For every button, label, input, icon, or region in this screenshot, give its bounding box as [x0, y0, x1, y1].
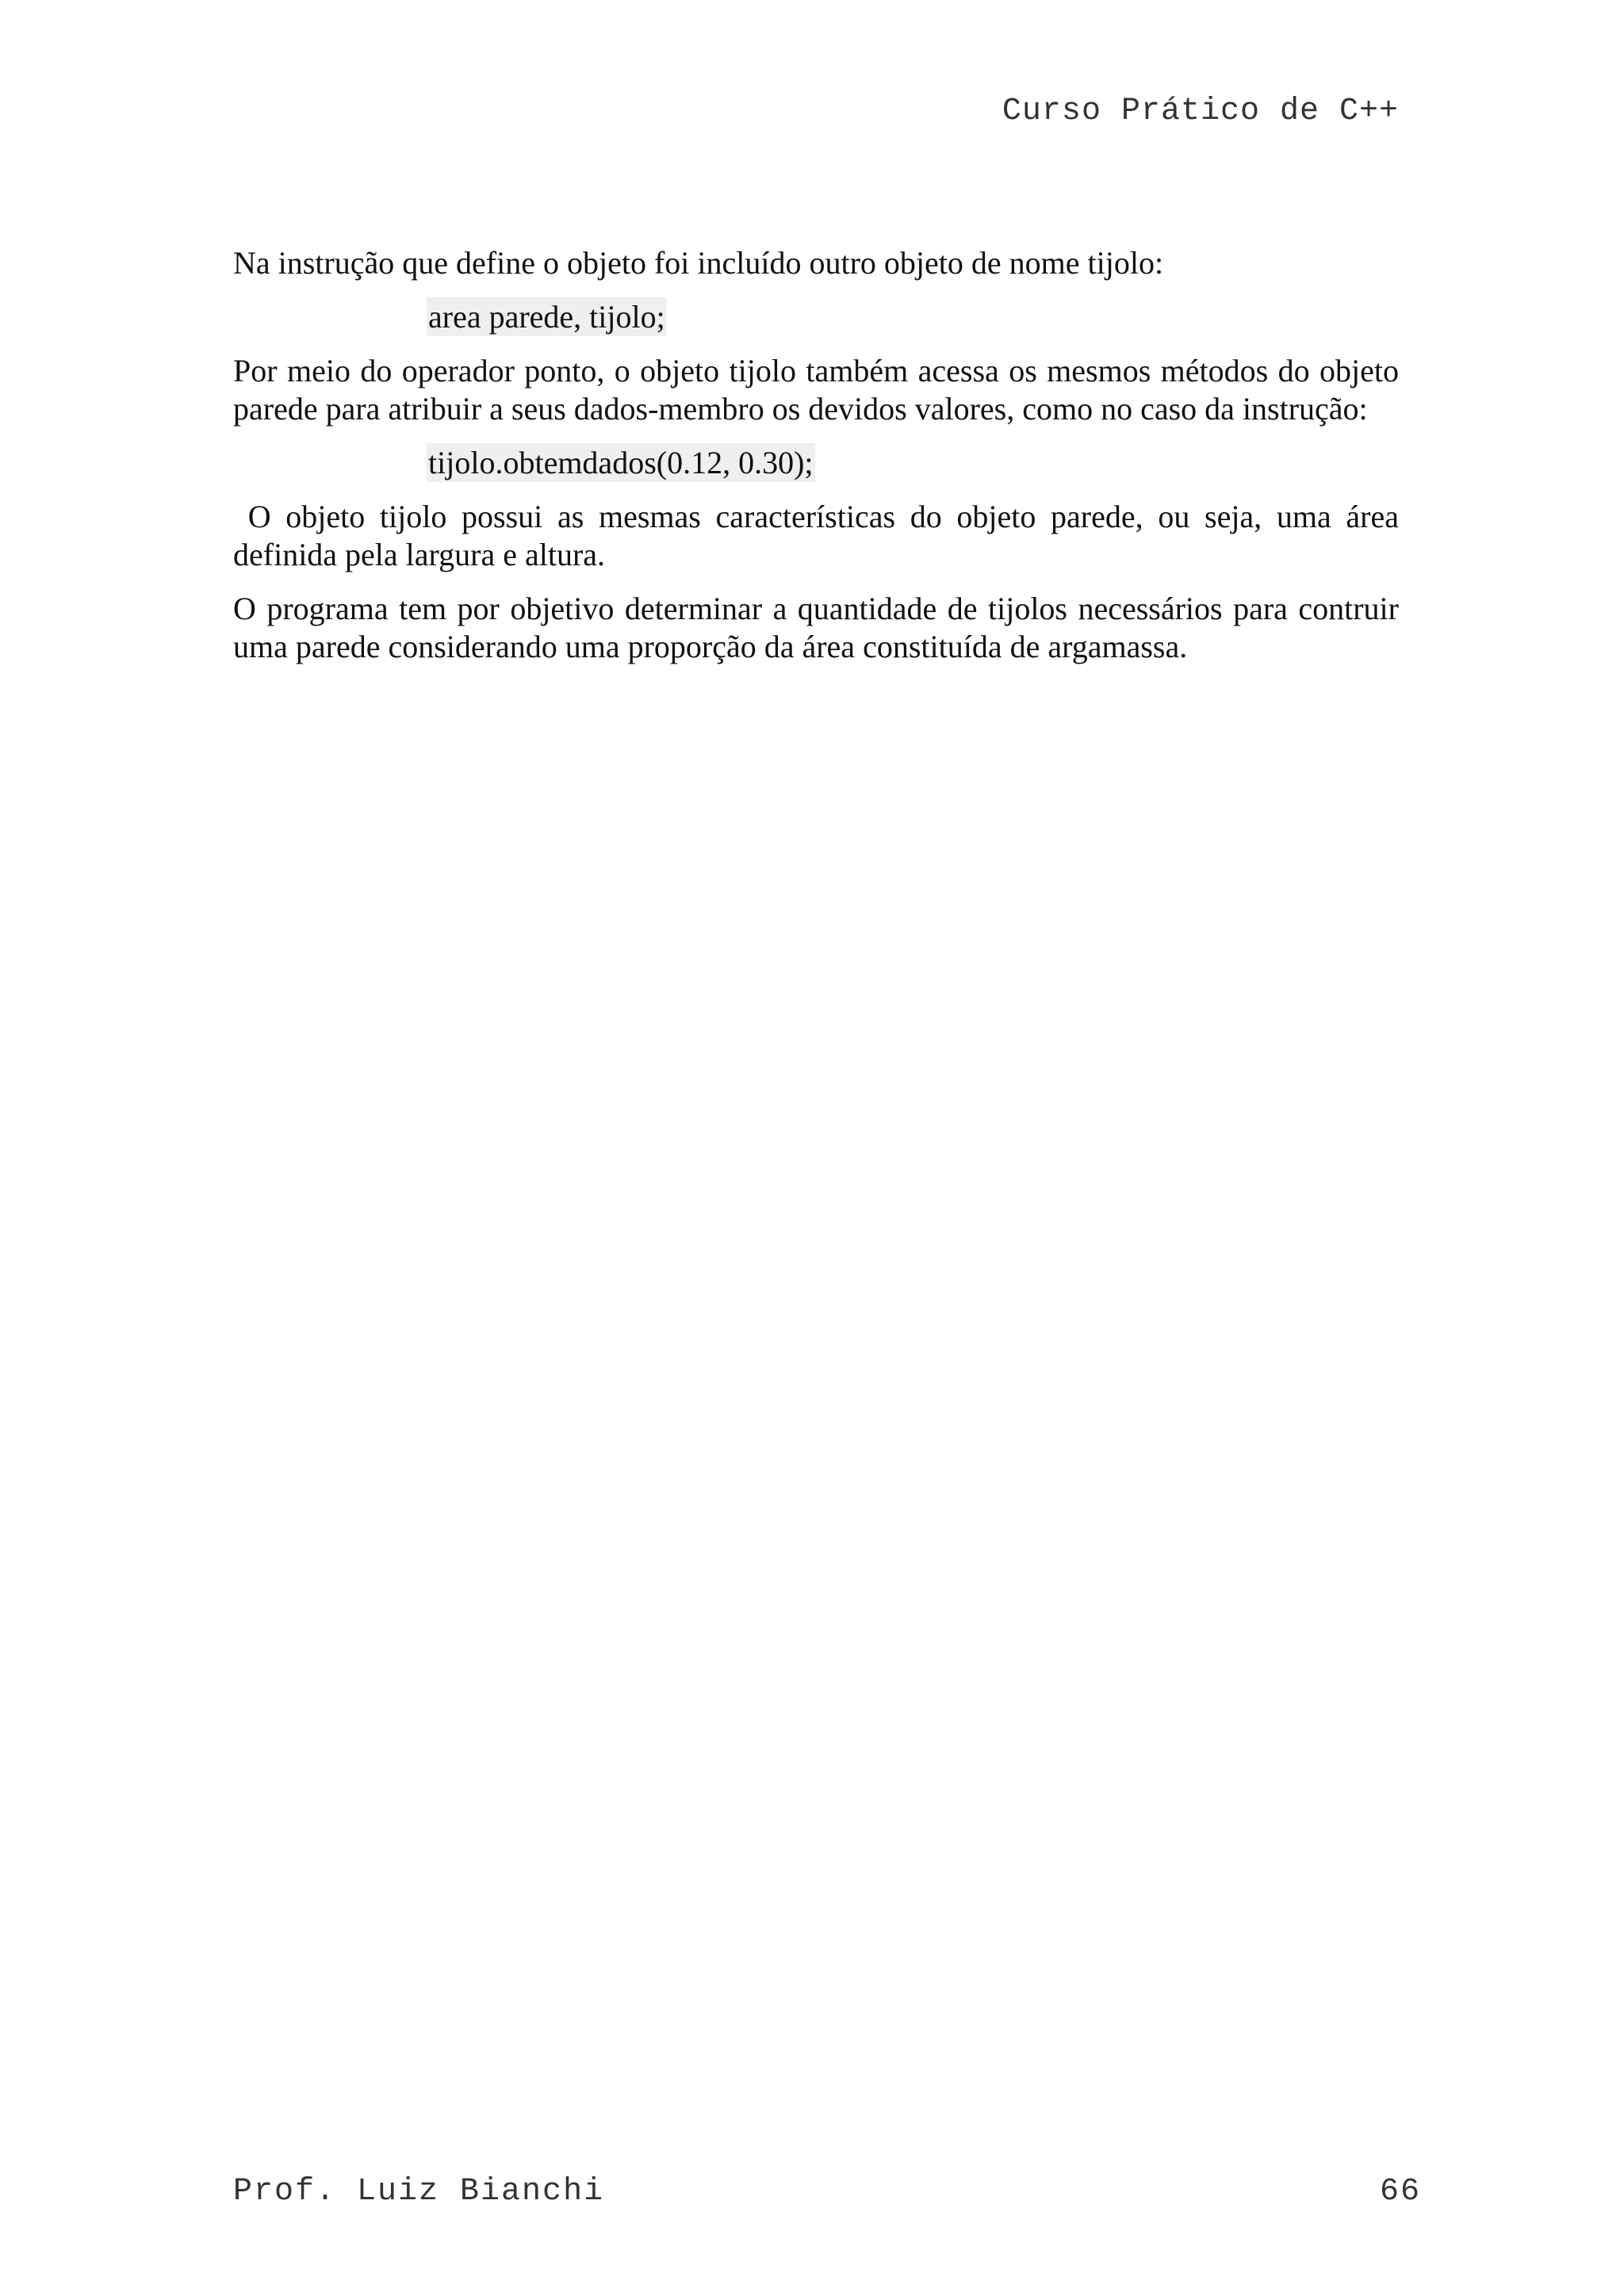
page-content: [233, 244, 1407, 682]
code-text: area parede, tijolo;: [428, 299, 665, 335]
paragraph-intro: Na instrução que define o objeto foi incluído outro objeto de nome tijolo:: [233, 245, 1164, 281]
paragraph-dot-operator: Por meio do operador ponto, o objeto tijolo também acessa os mesmos métodos do objeto parede para atribuir a seus dados-membro os devidos valores, como no caso da instrução:: [233, 353, 1399, 427]
footer-author: Prof. Luiz Bianchi: [233, 2174, 605, 2210]
page-number: 66: [1379, 2174, 1421, 2210]
running-header-title: Curso Prático de C++: [1002, 94, 1399, 129]
paragraph-program-goal: O programa tem por objetivo determinar a quantidade de tijolos necessários para contruir uma parede considerando uma proporção da área constituída de argamassa.: [233, 591, 1399, 664]
code-example-declaration: [427, 298, 1399, 336]
code-example-method-call: [427, 444, 1399, 482]
paragraph-characteristics: O objeto tijolo possui as mesmas características do objeto parede, ou seja, uma área definida pela largura e altura.: [233, 499, 1407, 572]
code-text: tijolo.obtemdados(0.12, 0.30);: [428, 445, 814, 480]
